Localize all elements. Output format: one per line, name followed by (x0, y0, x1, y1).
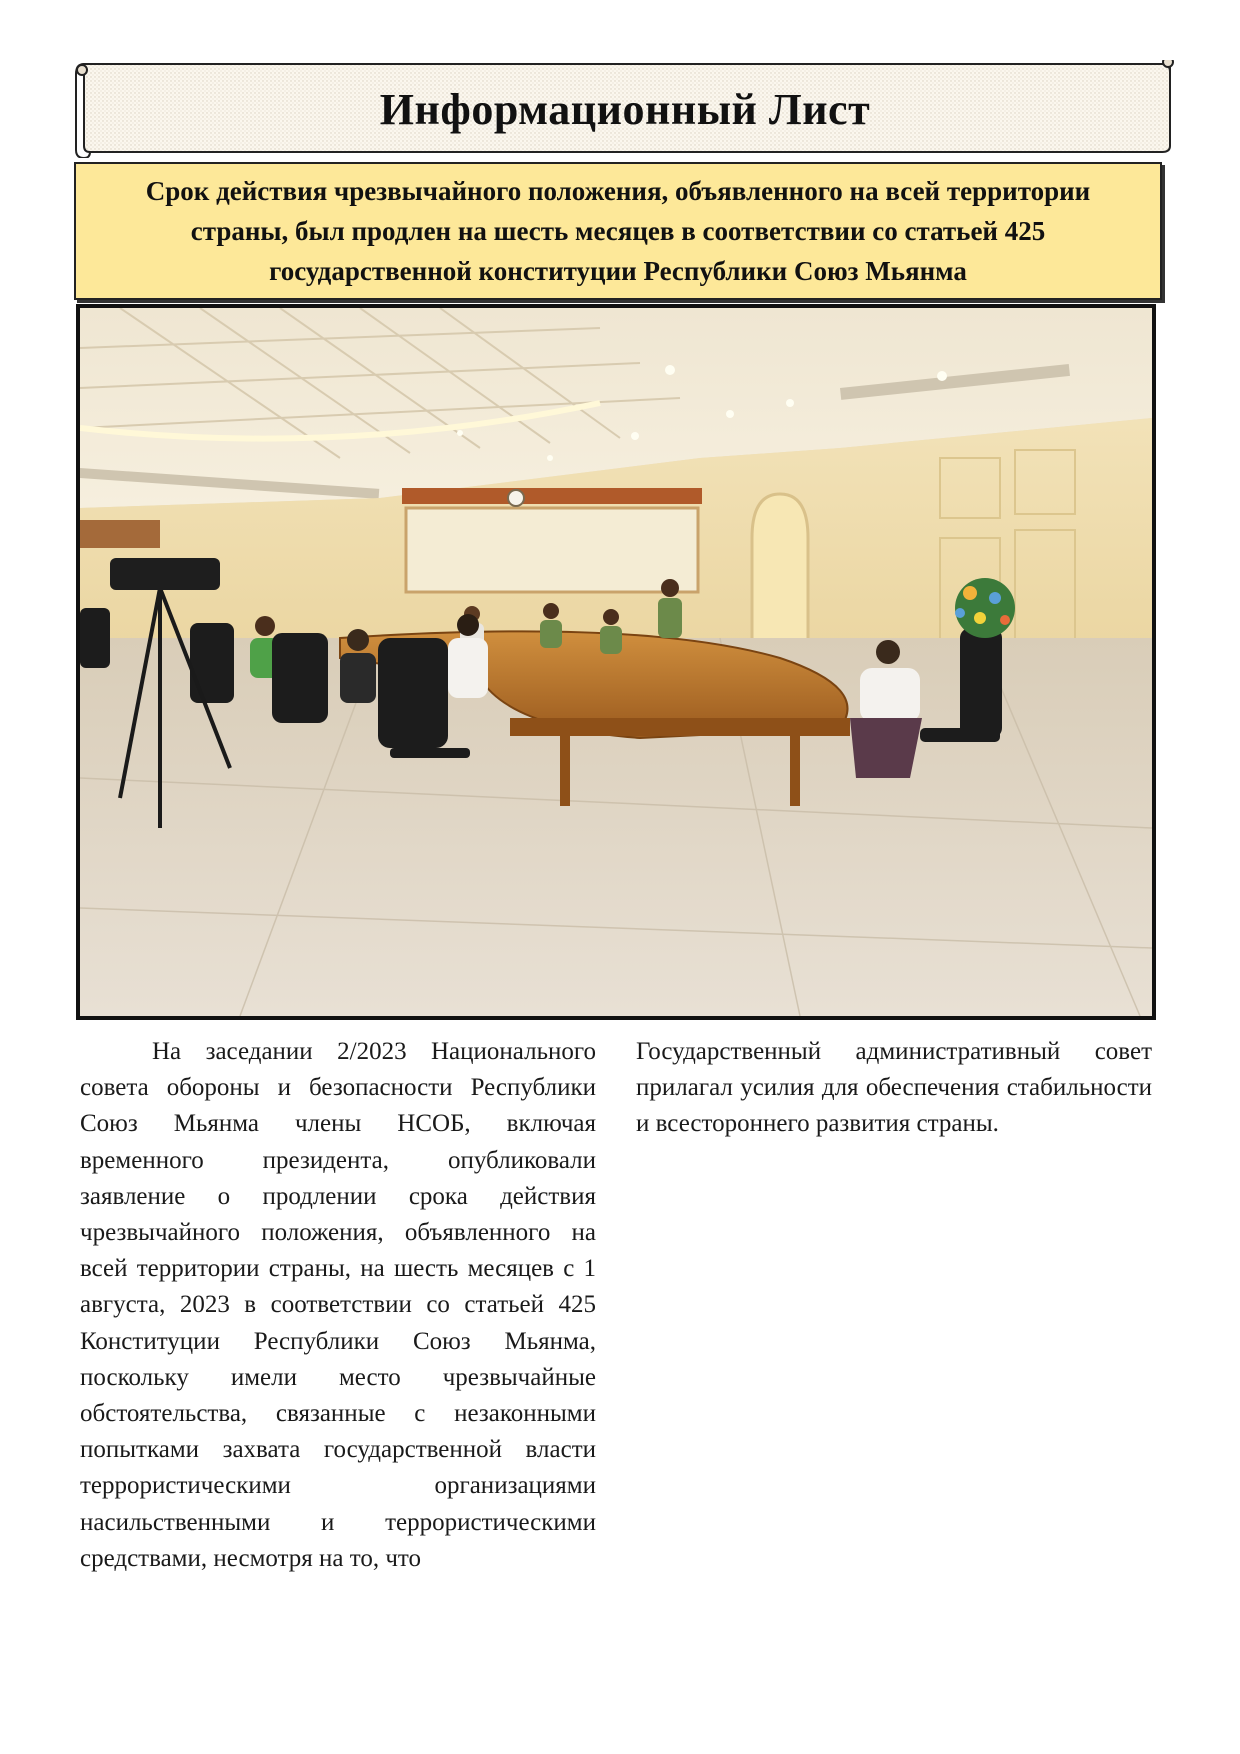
meeting-photo (76, 304, 1156, 1020)
article-left-column: На заседании 2/2023 Национального совета обороны и безопасности Республики Союз Мьянма члены НСОБ, включая временного президента, опубликовали заявление о продлении срока действия чрезвычайного положения, объявленного на всей территории страны, на шесть месяцев с 1 августа, 2023 в соответствии со статьей 425 Конституции Республики Союз Мьянма, поскольку имели место чрезвычайные обстоятельства, связанные с незаконными попытками захвата государственной власти террористическими организациями насильственными и террористическими средствами, несмотря на то, что (80, 1038, 596, 1572)
video-camera (110, 558, 220, 590)
flower-arrangement (955, 578, 1015, 638)
page-title: Информационный Лист (379, 84, 871, 134)
headline-text: Срок действия чрезвычайного положения, объявленного на всей территории страны, был продлен на шесть месяцев в соответствии со статьей 425 государственной конституции Республики Союз Мьянма (145, 176, 1091, 286)
title-banner (74, 60, 1176, 158)
headline-box (74, 162, 1162, 300)
meeting-room-illustration (80, 308, 1152, 1016)
article-right-column: Государственный административный совет прилагал усилия для обеспечения стабильности и всестороннего развития страны. (636, 1038, 1152, 1138)
